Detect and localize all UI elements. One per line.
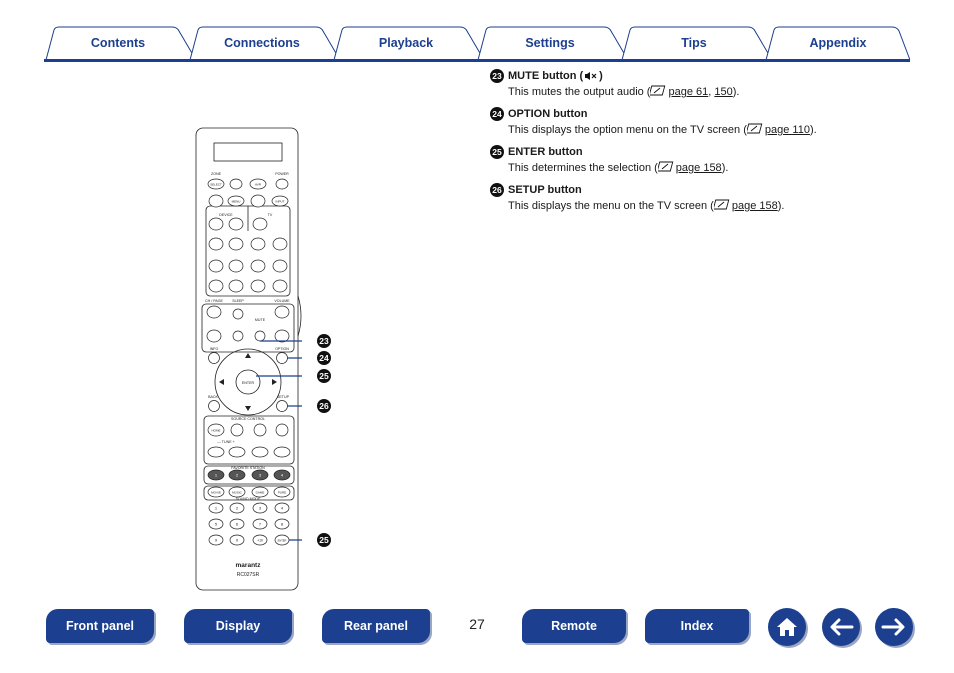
remote-pure-label: PURE bbox=[277, 490, 287, 495]
remote-power-label: POWER bbox=[275, 172, 289, 176]
home-button[interactable] bbox=[768, 608, 806, 646]
remote-option-label: OPTION bbox=[275, 347, 289, 351]
remote-menu-label: MENU bbox=[231, 199, 241, 204]
remote-zone-label: ZONE bbox=[211, 172, 221, 176]
remote-num-8: 8 bbox=[280, 521, 284, 527]
tab-appendix[interactable]: Appendix bbox=[809, 36, 867, 50]
tab-tips[interactable]: Tips bbox=[681, 36, 707, 50]
remote-fav-4: 4 bbox=[280, 472, 284, 478]
tab-connections[interactable]: Connections bbox=[224, 36, 300, 50]
button-descriptions bbox=[490, 68, 930, 220]
page-reference-icon bbox=[747, 123, 765, 134]
callout-25: 25 bbox=[317, 369, 331, 383]
remote-model-label: RC027SR bbox=[236, 572, 260, 578]
remote-back-label: BACK bbox=[208, 395, 218, 399]
index-button[interactable]: Index bbox=[645, 609, 749, 643]
entry-title: ENTER button bbox=[508, 145, 583, 158]
remote-num-2: 2 bbox=[235, 505, 239, 511]
entry-number: 26 bbox=[490, 183, 504, 197]
entry-option bbox=[490, 106, 930, 138]
entry-title: SETUP button bbox=[508, 183, 582, 196]
remote-input-label: INPUT bbox=[275, 199, 285, 204]
callout-25-second: 25 bbox=[317, 533, 331, 547]
remote-source-control-label: SOURCE CONTROL bbox=[231, 417, 265, 421]
entry-title: MUTE button ( bbox=[508, 69, 584, 82]
forward-button[interactable] bbox=[875, 608, 913, 646]
remote-tv-label: TV bbox=[267, 213, 273, 217]
page-reference-icon bbox=[714, 199, 732, 210]
entry-text: This determines the selection ( bbox=[508, 162, 658, 174]
remote-num-1: 1 bbox=[214, 505, 218, 511]
remote-enter-label: ENTER bbox=[241, 381, 255, 385]
remote-control-illustration bbox=[190, 126, 302, 592]
remote-home-label: HOME bbox=[211, 428, 221, 433]
entry-end: ). bbox=[732, 86, 740, 98]
front-panel-button[interactable]: Front panel bbox=[46, 609, 154, 643]
remote-sleep-label: SLEEP bbox=[232, 299, 244, 303]
remote-num-0: 0 bbox=[235, 537, 239, 543]
top-tab-bar bbox=[44, 26, 910, 62]
page-reference-icon bbox=[650, 85, 668, 96]
remote-num-5: 5 bbox=[214, 521, 218, 527]
page-reference-icon bbox=[658, 161, 676, 172]
tab-contents[interactable]: Contents bbox=[90, 36, 146, 50]
entry-number: 24 bbox=[490, 107, 504, 121]
remote-avr-label: AVR bbox=[255, 182, 261, 187]
page-link-158[interactable]: page 158 bbox=[675, 162, 722, 174]
remote-num-6: 6 bbox=[235, 521, 239, 527]
remote-info-label: INFO bbox=[209, 347, 219, 351]
tab-settings[interactable]: Settings bbox=[525, 36, 575, 50]
mute-icon bbox=[584, 71, 598, 81]
tab-playback[interactable]: Playback bbox=[378, 36, 434, 50]
entry-title-end: ) bbox=[599, 69, 603, 82]
entry-text: This displays the option menu on the TV screen ( bbox=[508, 124, 747, 136]
remote-fav-3: 3 bbox=[258, 472, 262, 478]
page-link-61[interactable]: page 61 bbox=[668, 86, 709, 98]
remote-mute-label: MUTE bbox=[254, 318, 266, 322]
remote-music-label: MUSIC bbox=[232, 490, 242, 495]
callout-26: 26 bbox=[317, 399, 331, 413]
home-icon bbox=[775, 616, 799, 638]
entry-number: 23 bbox=[490, 69, 504, 83]
entry-end: ). bbox=[721, 162, 729, 174]
remote-num-9: 9 bbox=[214, 537, 218, 543]
remote-fav-1: 1 bbox=[214, 472, 218, 478]
entry-text: This mutes the output audio ( bbox=[508, 86, 651, 98]
entry-text: This displays the menu on the TV screen ( bbox=[508, 200, 714, 212]
callout-24: 24 bbox=[317, 351, 331, 365]
remote-num-7: 7 bbox=[258, 521, 262, 527]
entry-sep: , bbox=[708, 86, 715, 98]
back-button[interactable] bbox=[822, 608, 860, 646]
entry-title: OPTION button bbox=[508, 107, 588, 120]
remote-ch-page-label: CH / PAGE bbox=[205, 299, 223, 303]
display-button[interactable]: Display bbox=[184, 609, 292, 643]
remote-num-enter: ENTER bbox=[277, 539, 287, 543]
remote-num-3: 3 bbox=[258, 505, 262, 511]
callout-23: 23 bbox=[317, 334, 331, 348]
remote-fav-2: 2 bbox=[235, 472, 239, 478]
remote-brand-logo: marantz bbox=[235, 562, 261, 569]
entry-number: 25 bbox=[490, 145, 504, 159]
remote-setup-label: SETUP bbox=[277, 395, 289, 399]
remote-sound-mode-label: SOUND MODE bbox=[235, 497, 261, 501]
entry-mute bbox=[490, 68, 930, 100]
remote-device-label: DEVICE bbox=[219, 213, 233, 217]
page-link-110[interactable]: page 110 bbox=[764, 124, 810, 136]
remote-game-label: GAME bbox=[255, 490, 265, 495]
entry-enter bbox=[490, 144, 930, 176]
page-link-150[interactable]: 150 bbox=[714, 86, 733, 98]
remote-movie-label: MOVIE bbox=[211, 490, 221, 495]
remote-select-label: SELECT bbox=[210, 182, 222, 187]
entry-end: ). bbox=[777, 200, 785, 212]
remote-favorite-label: FAVORITE STATION bbox=[231, 466, 265, 470]
entry-end: ). bbox=[809, 124, 817, 136]
rear-panel-button[interactable]: Rear panel bbox=[322, 609, 430, 643]
remote-num-4: 4 bbox=[280, 505, 284, 511]
entry-setup bbox=[490, 182, 930, 214]
tab-divider bbox=[44, 59, 910, 62]
page-number: 27 bbox=[469, 616, 485, 632]
remote-tune-label: — TUNE + bbox=[217, 440, 235, 444]
remote-num-plus10: +10 bbox=[257, 538, 263, 543]
page-link-158[interactable]: page 158 bbox=[731, 200, 778, 212]
remote-volume-label: VOLUME bbox=[274, 299, 290, 303]
arrow-left-icon bbox=[828, 618, 854, 636]
remote-button[interactable]: Remote bbox=[522, 609, 626, 643]
arrow-right-icon bbox=[881, 618, 907, 636]
